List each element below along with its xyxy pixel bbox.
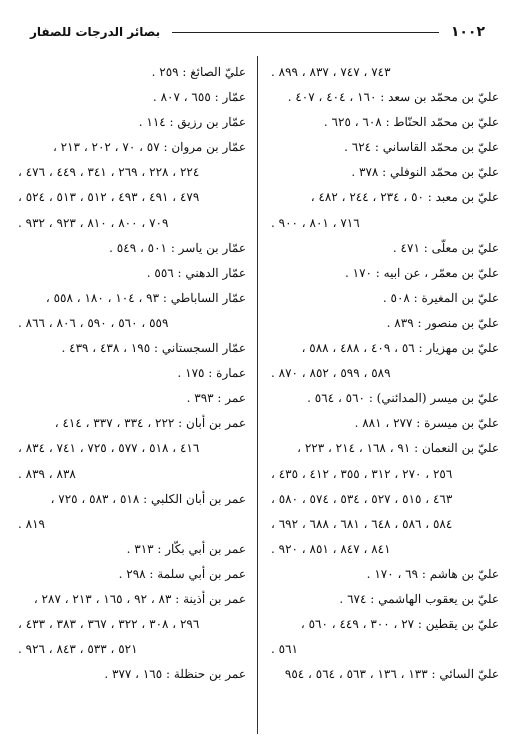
index-entry-continuation: ٧٠٩ ، ٨٠٠ ، ٨١٠ ، ٩٢٣ ، ٩٣٢ .	[18, 215, 169, 230]
index-entry-continuation: ٨٤١ ، ٨٤٧ ، ٨٥١ ، ٩٢٠ .	[271, 541, 391, 556]
index-entry: عمّار بن رزيق : ١١٤ .	[138, 115, 246, 130]
index-entry: عليّ بن محمّد القاساني : ٦٢٤ .	[344, 140, 499, 155]
index-entry: عمر بن أذينة : ٨٣ ، ٩٢ ، ١٦٥ ، ٢١٣ ، ٢٨٧ ،	[33, 591, 246, 606]
index-entry: عمر بن حنظلة : ١٦٥ ، ٣٧٧ .	[104, 667, 246, 682]
header-rule	[172, 32, 439, 33]
index-entry: عليّ بن ميسر (المدائني) : ٥٦٠ ، ٥٦٤ .	[307, 391, 499, 406]
index-entry: عليّ بن محمّد بن سعد : ١٦٠ ، ٤٠٤ ، ٤٠٧ .	[287, 90, 499, 105]
index-entry-continuation: ٤٧٩ ، ٤٩١ ، ٤٩٣ ، ٥١٢ ، ٥١٣ ، ٥٢٤ ،	[18, 190, 200, 205]
index-column-right	[271, 60, 499, 687]
index-entry-continuation: ٥٨٩ ، ٥٩٩ ، ٨٥٢ ، ٨٧٠ .	[271, 366, 391, 381]
index-entry: عمّار الساباطي : ٩٣ ، ١٠٤ ، ١٨٠ ، ٥٥٨ ،	[45, 290, 246, 305]
index-entry: عمّار بن مروان : ٥٧ ، ٧٠ ، ٢٠٢ ، ٢١٣ ،	[52, 140, 246, 155]
book-title: بصائر الدرجات للصفار	[30, 25, 161, 39]
index-entry: عمّار بن ياسر : ٥٠١ ، ٥٤٩ .	[109, 240, 246, 255]
page-number: ١٠٠٢	[450, 24, 485, 40]
index-entry-continuation: ٢٩٦ ، ٣٠٨ ، ٣٢٢ ، ٣٦٧ ، ٣٨٣ ، ٤٣٣ ،	[18, 617, 200, 632]
index-column-left	[18, 60, 246, 687]
index-entry-continuation: ٨٣٨ ، ٨٣٩ .	[18, 466, 76, 481]
index-entry: عمّار : ٦٥٥ ، ٨٠٧ .	[152, 90, 246, 105]
column-divider	[257, 56, 258, 734]
index-entry: عليّ بن معلّى : ٤٧١ .	[392, 240, 499, 255]
index-entry-continuation: ٥٨٤ ، ٥٨٦ ، ٦٤٨ ، ٦٨١ ، ٦٨٨ ، ٦٩٢ ،	[271, 516, 453, 531]
index-entry-continuation: ٨١٩ .	[18, 516, 45, 531]
index-entry-continuation: ٢٢٤ ، ٢٢٨ ، ٢٦٩ ، ٣٤١ ، ٤٤٩ ، ٤٧٦ ،	[18, 165, 200, 180]
index-entry: عمر بن أبي بكّار : ٣١٣ .	[126, 541, 246, 556]
index-entry: عمر بن أبان الكلبي : ٥١٨ ، ٥٨٣ ، ٧٢٥ ،	[50, 491, 246, 506]
index-entry: عليّ بن مهزيار : ٥٦ ، ٤٠٩ ، ٤٨٨ ، ٥٨٨ ،	[301, 341, 499, 356]
index-entry-continuation: ٤١٦ ، ٥١٨ ، ٥٧٧ ، ٧٢٥ ، ٧٤١ ، ٨٣٤ ،	[18, 441, 200, 456]
index-entry: عمر بن أبي سلمة : ٢٩٨ .	[118, 566, 246, 581]
index-entry: عليّ بن يعقوب الهاشمي : ٦٧٤ .	[339, 591, 499, 606]
index-entry-continuation: ٤٦٣ ، ٥١٥ ، ٥٢٧ ، ٥٣٤ ، ٥٧٤ ، ٥٨٠ ،	[271, 491, 453, 506]
index-entry: عليّ بن المغيرة : ٥٠٨ .	[382, 290, 499, 305]
index-entry: عليّ بن محمّد الحنّاط : ٦٠٨ ، ٦٢٥ .	[323, 115, 499, 130]
index-entry-continuation: ٧١٦ ، ٨٠١ ، ٩٠٠ .	[271, 215, 360, 230]
index-entry: عليّ بن هاشم : ٦٩ ، ١٧٠ .	[366, 566, 499, 581]
index-entry: عليّ بن محمّد النوفلي : ٣٧٨ .	[351, 165, 499, 180]
index-entry: عليّ بن منصور : ٨٣٩ .	[386, 315, 499, 330]
index-entry-continuation: ٢٥٦ ، ٢٧٠ ، ٣١٢ ، ٣٥٥ ، ٤١٢ ، ٤٣٥ ،	[271, 466, 453, 481]
index-entry: عليّ بن النعمان : ٩١ ، ١٦٨ ، ٢١٤ ، ٢٢٣ ،	[297, 441, 499, 456]
index-entry: عليّ بن معبد : ٥٠ ، ٢٣٤ ، ٢٤٤ ، ٤٨٢ ،	[310, 190, 499, 205]
index-entry: عمّار السجستاني : ١٩٥ ، ٤٣٨ ، ٤٣٩ .	[61, 341, 246, 356]
index-entry: عليّ الصائغ : ٢٥٩ .	[151, 65, 246, 79]
index-entry: عليّ السائي : ١٣٣ ، ١٣٦ ، ٥٦٣ ، ٥٦٤ ، ٩٥٤	[284, 667, 499, 682]
index-entry: عمارة : ١٧٥ .	[177, 366, 246, 381]
index-entry: عمر : ٣٩٣ .	[186, 391, 246, 406]
index-entry: عليّ بن ميسرة : ٢٧٧ ، ٨٨١ .	[354, 416, 499, 431]
index-entry-continuation: ٥٢١ ، ٥٣٣ ، ٨٤٣ ، ٩٢٦ .	[18, 642, 138, 657]
index-entry: عليّ بن يقطين : ٢٧ ، ٣٠٠ ، ٤٤٩ ، ٥٦٠ ،	[300, 617, 499, 632]
page-header	[30, 22, 485, 42]
index-entry: عمر بن أبان : ٢٢٢ ، ٣٣٤ ، ٣٣٧ ، ٤١٤ ،	[54, 416, 246, 431]
index-entry-continuation: ٥٥٩ ، ٥٦٠ ، ٥٩٠ ، ٨٠٦ ، ٨٦٦ .	[18, 315, 169, 330]
index-entry-continuation: ٥٦١ .	[271, 642, 298, 657]
index-entry-continuation: ٧٤٣ ، ٧٤٧ ، ٨٣٧ ، ٨٩٩ .	[271, 65, 391, 79]
index-entry: عليّ بن معمّر ، عن ابيه : ١٧٠ .	[344, 265, 499, 280]
index-entry: عمّار الدهني : ٥٥٦ .	[146, 265, 246, 280]
